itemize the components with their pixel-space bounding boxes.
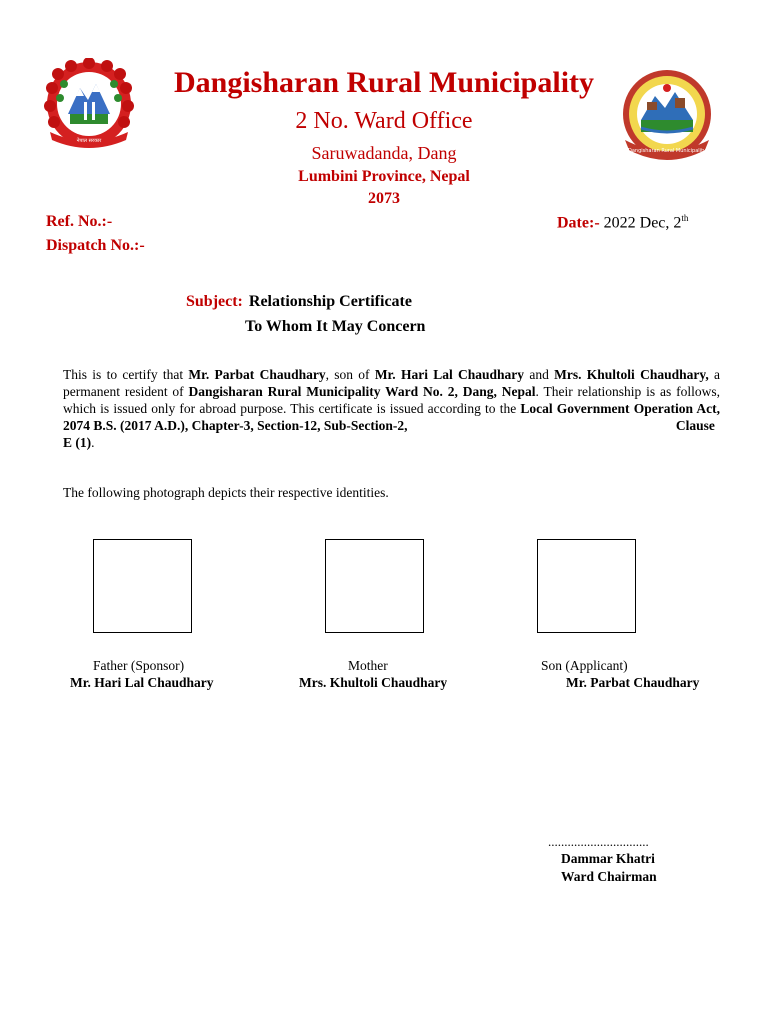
role-son: Son (Applicant) xyxy=(541,658,628,673)
photo-box-mother xyxy=(325,539,424,633)
son-name: Mr. Parbat Chaudhary xyxy=(188,367,326,382)
signature-line: ............................... xyxy=(548,834,649,849)
header-year: 2073 xyxy=(368,190,400,207)
role-father: Father (Sponsor) xyxy=(93,658,185,673)
date-ordinal: th xyxy=(681,213,689,223)
signatory-name: Dammar Khatri xyxy=(561,851,655,866)
date-value: 2022 Dec, 2 xyxy=(599,214,682,232)
certificate-body xyxy=(63,366,720,451)
subject-line xyxy=(186,293,412,311)
name-son: Mr. Parbat Chaudhary xyxy=(566,675,700,690)
body-text: a permanent resident of xyxy=(63,367,720,399)
body-text: and xyxy=(524,367,555,382)
role-mother: Mother xyxy=(348,658,388,673)
legal-act: Local Government Operation Act, 2074 B.S. (2017 A.D.), Chapter-3, Section-12, Sub-Section-2, xyxy=(63,401,720,433)
body-end: . xyxy=(91,435,95,450)
clause-label: Clause xyxy=(675,418,715,433)
municipality-name: Dangisharan Rural Municipality xyxy=(173,66,595,99)
photo-box-son xyxy=(537,539,636,633)
date-label: Date:- xyxy=(557,214,600,232)
body-text: , son of xyxy=(325,367,375,382)
to-whom-it-may-concern: To Whom It May Concern xyxy=(245,318,426,335)
right-logo-ribbon-text: Dangisharan Rural Municipality xyxy=(628,148,706,154)
address-line-1: Saruwadanda, Dang xyxy=(311,143,457,163)
photo-note: The following photograph depicts their respective identities. xyxy=(63,485,389,500)
name-mother: Mrs. Khultoli Chaudhary xyxy=(299,675,448,690)
body-text: . Their relationship is as follows, which is issued only for abroad purpose. This certificate is issued according to the xyxy=(63,384,720,416)
body-text: This is to certify that xyxy=(63,367,189,382)
dispatch-number-label: Dispatch No.:- xyxy=(46,237,145,254)
ref-number-label: Ref. No.:- xyxy=(46,213,113,230)
mother-name: Mrs. Khultoli Chaudhary, xyxy=(554,367,709,382)
ward-office-title: 2 No. Ward Office xyxy=(295,108,473,134)
address-line-2: Lumbini Province, Nepal xyxy=(298,168,470,185)
subject-label: Subject: xyxy=(186,293,243,310)
clause-e: E (1) xyxy=(63,435,92,450)
father-name: Mr. Hari Lal Chaudhary xyxy=(374,367,525,382)
signatory-title: Ward Chairman xyxy=(561,869,657,884)
name-father: Mr. Hari Lal Chaudhary xyxy=(70,675,214,690)
residence-place: Dangisharan Rural Municipality Ward No. 2, Dang, Nepal xyxy=(188,384,536,399)
subject-title: Relationship Certificate xyxy=(248,293,412,310)
photo-box-father xyxy=(93,539,192,633)
left-emblem-ribbon-text: नेपाल सरकार xyxy=(76,138,102,144)
date-field xyxy=(557,213,688,232)
